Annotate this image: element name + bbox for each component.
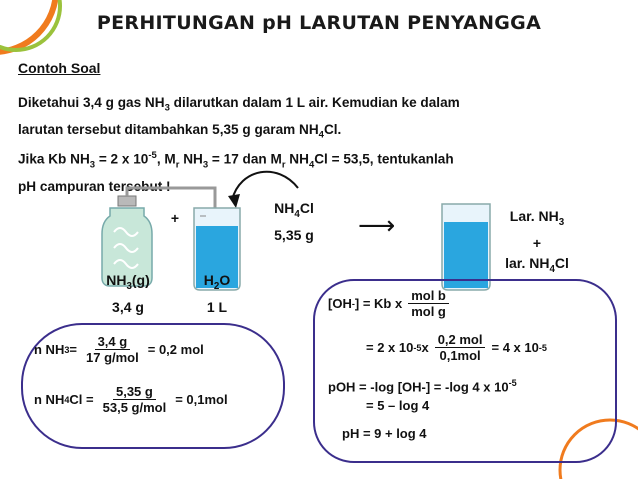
problem-line-1: Diketahui 3,4 g gas $NH_3$ dilarutkan dalam 1 L air. Kemudian ke dalam bbox=[18, 95, 460, 114]
mol-ratio-fraction: $\frac{\text{0,2 mol}}{\text{0,1mol}}$ bbox=[435, 332, 486, 363]
n-nh4cl-equation: n NH 4 Cl = $\frac{5,35 g}{\text{53,5 g/mol}}$ = 0,1mol bbox=[34, 384, 228, 415]
salt-label: $NH_4Cl$ 5,35 g bbox=[274, 200, 314, 243]
n-nh3-equation: n NH 3 = $\frac{3,4 g}{\text{17 g/mol}}$ = 0,2 mol bbox=[34, 334, 204, 365]
problem-line-2: larutan tersebut ditambahkan 5,35 g garam $NH_4Cl$. bbox=[18, 121, 342, 141]
n-nh3-fraction: $\frac{3,4 g}{\text{17 g/mol}}$ bbox=[86, 334, 139, 365]
result-label: Lar. $NH_3$ + lar. $NH_4Cl$ bbox=[505, 208, 569, 275]
plus-sign: + bbox=[170, 210, 180, 226]
oh-formula: [OH - ] = Kb x $\frac{\text{mol b}}{\text{mol g}}$ bbox=[328, 288, 449, 319]
oh-fraction: $\frac{\text{mol b}}{\text{mol g}}$ bbox=[408, 288, 449, 319]
poh-line: pOH = -log [OH-] = -log 4 x $10^{-5}$ bbox=[328, 378, 517, 395]
section-subtitle: Contoh Soal bbox=[18, 60, 101, 76]
gas-label: $NH_3(g)$ 3,4 g bbox=[106, 272, 150, 315]
reaction-arrow: ⟶ bbox=[358, 210, 396, 240]
poh-result: = 5 – log 4 bbox=[366, 398, 430, 413]
n-nh4cl-fraction: $\frac{5,35 g}{\text{53,5 g/mol}}$ bbox=[102, 384, 167, 415]
oh-substitution: = 2 x 10 -5 x $\frac{\text{0,2 mol}}{\text{0,1mol}}$ = 4 x 10 -5 bbox=[366, 332, 547, 363]
problem-line-4: pH campuran tersebut ! bbox=[18, 178, 171, 194]
ph-result: pH = 9 + log 4 bbox=[342, 426, 427, 441]
water-label: $H_2O$ 1 L bbox=[203, 272, 231, 315]
problem-line-3: Jika Kb $NH_3 = 2$ x $10^{-5}$, $M_r$ $NH_3 = 17$ dan $M_r$ $NH_4Cl = 53,5$, tentukanlah bbox=[18, 150, 454, 171]
page-title: PERHITUNGAN pH LARUTAN PENYANGGA bbox=[96, 12, 542, 34]
